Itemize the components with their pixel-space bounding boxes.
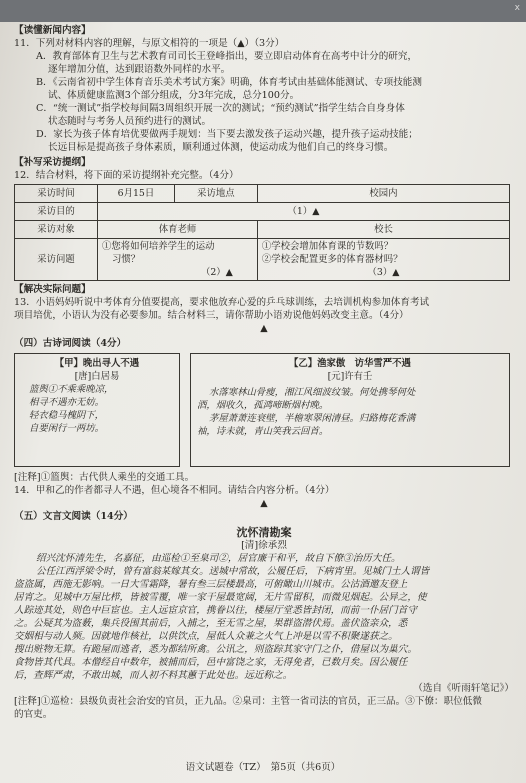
page-footer: 语文试题卷（TZ） 第5页（共6页） [185, 762, 341, 773]
poem-b-line-3: 茅屋萧萧连衰壁，半檐寒翠闲清昼。归路梅花香满 [209, 413, 416, 424]
table-row [15, 221, 510, 239]
cell-interviewee-principal: 校长 [257, 221, 509, 239]
classic-note-2: 的官吏。 [14, 709, 53, 720]
classic-author: [清]徐承烈 [241, 540, 287, 551]
cell-questions-label: 采访问题 [15, 239, 98, 281]
poem-a-line-2: 相寻不遇亦无妨。 [29, 397, 105, 408]
classic-source: （选自《听雨轩笔记》） [413, 683, 514, 694]
poem-a-box [14, 353, 180, 467]
cell-time-value: 6月15日 [98, 185, 175, 203]
table-row [15, 239, 510, 281]
q11-option-b-cont: 试、体质健康监测3个部分组成，分3年完成，总分100分。 [48, 90, 300, 101]
poem-b-author: [元]许有壬 [327, 371, 373, 382]
cell-interviewee-label: 采访对象 [15, 221, 98, 239]
q11-option-a-cont: 逐年增加分值，达到跟语数外同样的水平。 [48, 64, 231, 75]
cell-questions-teacher [98, 239, 258, 281]
q14-stem: 14．甲和乙的作者都寻人不遇，但心境各不相同。请结合内容分析。（4分） [14, 485, 335, 496]
cell-place-label: 采访地点 [174, 185, 257, 203]
section-solve-heading: 【解决实际问题】 [14, 284, 91, 295]
q11-option-c-cont: 状态随时与考务人员预约进行的测试。 [48, 116, 212, 127]
q14-answer-mark: ▲ [260, 498, 268, 509]
poem-b-box [190, 353, 510, 467]
poem-boxes [14, 353, 514, 471]
poem-a-line-4: 自要闲行一两坊。 [29, 423, 105, 434]
classic-line-8: 搜出赃物无算。有跪屋而逃者，悉为都结所禽。公讯之，则盗踪其家守门之仆，借屋以为巢穴。 [14, 644, 417, 655]
q13-answer-mark: ▲ [260, 323, 268, 334]
classic-line-10: 后，查辉严肃，不敢出城，而人初不料其蕙于此处也。远近称之。 [14, 670, 293, 681]
classic-line-3: 盗盗属，西施无影响。一日大雪霜降，暑有叁三层楼最高，可俯瞰山川城市。公沽酒邀友登上 [14, 579, 408, 590]
table-row [15, 185, 510, 203]
poem-note: [注释]①篮舆：古代供人乘坐的交通工具。 [14, 472, 195, 483]
classic-line-7: 交姻相与动人频。因就地作核社，以供饮点，屋低人众兼之火气上冲是以雪不积聚遂获之。 [14, 631, 398, 642]
q11-option-d: D．家长为孩子体育培优要做两手规划：当下要去激发孩子运动兴趣，提升孩子运动技能； [36, 129, 418, 140]
section-reading-heading: 【读懂新闻内容】 [14, 25, 91, 36]
cell-interviewee-teacher: 体育老师 [98, 221, 258, 239]
classic-line-4: 居宵之。见城中万屋比栉，皆被雪覆，唯一家干屋最宽阔，无片雪留积，而微见烟起。公异之，使 [14, 592, 427, 603]
poem-a-line-1: 篮舆①不乘乘晚凉， [29, 384, 114, 395]
cell-questions-principal [257, 239, 509, 281]
q12-stem: 12．结合材料，将下面的采访提纲补充完整。（4分） [14, 170, 239, 181]
interview-outline-table [14, 184, 510, 281]
page-content [14, 24, 514, 721]
classic-line-5: 人踪迹其处，则色中巨宦也。主人远宦京官，携眷以往，楼屋厅堂悉皆封闭，而前一仆居门首守 [14, 605, 417, 616]
principal-question-blank: （3）▲ [367, 267, 400, 278]
q13-line-2: 项目培优，小语认为没有必要参加。结合材料三，请你帮助小语劝说他妈妈改变主意。（4分） [14, 310, 409, 321]
poem-b-title: 【乙】渔家傲 访华雪严不遇 [289, 358, 411, 369]
teacher-question-1: ①您将如何培养学生的运动 [102, 241, 215, 252]
q11-stem: 11．下列对材料内容的理解，与原文相符的一项是（▲）（3分） [14, 38, 285, 49]
corner-mark: x [514, 3, 520, 13]
cell-purpose-label: 采访目的 [15, 203, 98, 221]
classic-title: 沈怀清勘案 [236, 526, 292, 539]
classic-note-1: [注释]①巡检：县级负责社会治安的官员，正九品。②臬司：主管一省司法的官员，正三品。③下僚：职位低微 [14, 696, 482, 707]
classic-line-9: 食物皆其代具。本僧经自中数年，被捕而后，邑中富饶之家，无得免者，已数月矣。因公履任 [14, 657, 408, 668]
poem-a-line-3: 轻衣稳马槐阴下， [29, 410, 105, 421]
poem-b-line-2: 酒，烟收久，孤鸿啼断烟村晚。 [197, 400, 329, 411]
q13-line-1: 13．小语妈妈听说中考体育分值要提高，要求他放弃心爱的乒乓球训练，去培训机构参加体育考试 [14, 297, 430, 308]
cell-place-value: 校园内 [257, 185, 509, 203]
top-shadow-band [0, 0, 526, 22]
principal-question-1: ①学校会增加体育课的节数吗？ [261, 241, 394, 252]
table-row [15, 203, 510, 221]
poem-a-title: 【甲】晚出寻人不遇 [54, 358, 140, 369]
section-poem-heading: （四）古诗词阅读（4分） [14, 338, 127, 349]
section-classic-heading: （五）文言文阅读（14分） [14, 511, 133, 522]
q11-option-c: C．“统一测试”指学校每间隔3周组织开展一次的测试；“预约测试”指学生结合自身身体 [36, 103, 405, 114]
poem-b-line-1: 水落寒林山骨瘦，湘江风细波纹皱。何处携琴何处 [209, 387, 416, 398]
principal-question-2: ②学校会配置更多的体育器材吗？ [261, 254, 403, 265]
classic-line-1: 绍兴沈怀清先生，名嘉征，由巡检①至臬司②，居官廉干和平，故自下僚③治历大任。 [36, 553, 401, 564]
poem-a-author: [唐]白居易 [74, 371, 120, 382]
q11-option-d-cont: 长远目标是提高孩子身体素质，顺利通过体测，使运动成为他们自己的终身习惯。 [48, 142, 394, 153]
cell-purpose-blank: （1）▲ [98, 203, 510, 221]
poem-b-line-4: 袖，诗未就，青山笑我云回首。 [197, 426, 329, 437]
q11-option-b: B．《云南省初中学生体育音乐美术考试方案》明确，体育考试由基础体能测试、专项技能测 [36, 77, 422, 88]
teacher-question-1-cont: 习惯？ [112, 254, 141, 265]
section-interview-heading: 【补写采访提纲】 [14, 157, 91, 168]
q11-option-a: A．教育部体育卫生与艺术教育司司长王登峰指出，要立即启动体育在高考中计分的研究， [36, 51, 418, 62]
cell-time-label: 采访时间 [15, 185, 98, 203]
teacher-question-blank: （2）▲ [200, 267, 233, 278]
classic-line-6: 之。公疑其为盗薮，集兵役围其前后，入捕之，至无雪之屋，果群盗潜伏焉。盖伏盗亲众，悉 [14, 618, 408, 629]
classic-line-2: 公任江西浮梁令时，曾有富翁某嫁其女。送城中常故，公履任后，下病宵里。见城门土人谓皆 [36, 566, 430, 577]
